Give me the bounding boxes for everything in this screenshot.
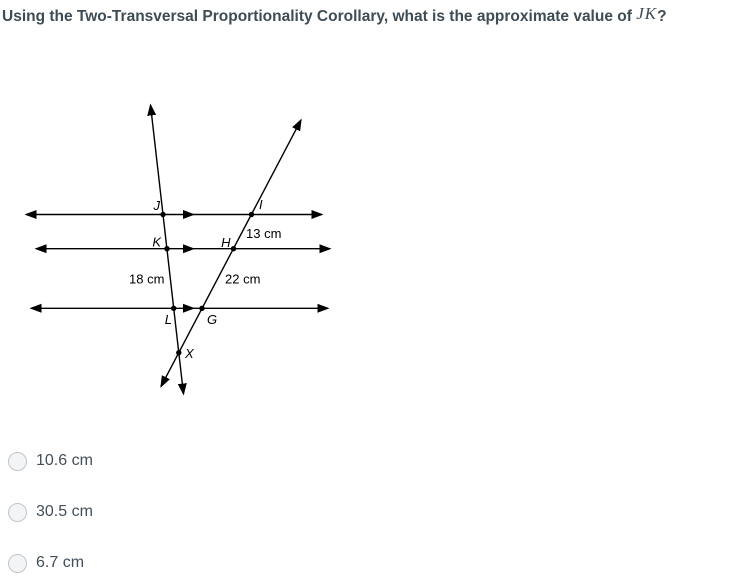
measurement-hg: 22 cm bbox=[225, 271, 261, 287]
answer-option-2[interactable] bbox=[8, 502, 93, 522]
point-H bbox=[231, 246, 236, 251]
measurement-kl: 18 cm bbox=[129, 271, 165, 287]
measurement-ih: 13 cm bbox=[246, 226, 282, 241]
parallel-marker-middle bbox=[183, 244, 195, 253]
question-suffix: ? bbox=[657, 8, 667, 25]
segment-name-math: JK bbox=[636, 4, 658, 23]
radio-button[interactable] bbox=[8, 554, 27, 573]
option-label[interactable]: 30.5 cm bbox=[36, 503, 93, 520]
point-I bbox=[249, 212, 254, 217]
label-G: G bbox=[207, 312, 218, 327]
label-I: I bbox=[259, 197, 263, 212]
transversal-ihg bbox=[161, 120, 301, 387]
radio-button[interactable] bbox=[8, 503, 27, 522]
label-X: X bbox=[185, 346, 194, 361]
option-label[interactable]: 10.6 cm bbox=[36, 452, 93, 469]
question-prefix: Using the Two-Transversal Proportionality Corollary, what is the approximate value of bbox=[2, 8, 637, 25]
label-J: J bbox=[153, 198, 160, 213]
parallel-marker-top bbox=[183, 210, 195, 219]
point-J bbox=[160, 212, 165, 217]
label-K: K bbox=[152, 234, 161, 250]
radio-button[interactable] bbox=[8, 452, 27, 471]
parallel-marker-bottom bbox=[183, 304, 195, 313]
option-label[interactable]: 6.7 cm bbox=[36, 554, 85, 571]
point-X bbox=[176, 350, 181, 355]
answer-option-1[interactable] bbox=[8, 451, 93, 471]
answer-option-3[interactable] bbox=[8, 553, 84, 573]
label-L: L bbox=[164, 312, 172, 327]
point-K bbox=[164, 246, 169, 251]
label-H: H bbox=[221, 235, 231, 250]
point-L bbox=[171, 306, 176, 311]
point-G bbox=[199, 306, 204, 311]
